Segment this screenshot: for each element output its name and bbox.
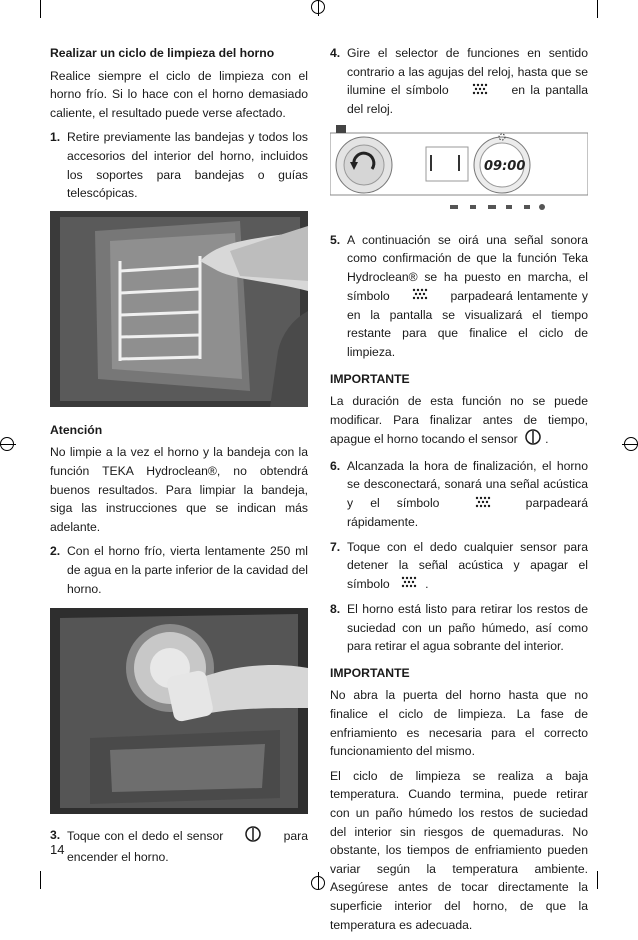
step-text-before: A continuación se oirá una señal sonora como confirmación de que la función Teka Hydroclean® se ha puesto en marcha, el símbolo	[347, 232, 588, 303]
step-text: Con el horno frío, vierta lentamente 250 ml de agua en la parte inferior de la cavidad del horno.	[67, 544, 308, 596]
step-text: El horno está listo para retirar los restos de suciedad con un paño húmedo, así como para retirar el agua sobrante del interior.	[347, 602, 588, 654]
hydroclean-icon	[475, 495, 491, 514]
step-text: Retire previamente las bandejas y todos los accesorios del interior del horno, incluidos los soportes para bandejas o guías telescópicas.	[67, 130, 308, 201]
step-number: 6.	[330, 458, 341, 473]
step-7	[330, 538, 588, 594]
step-text-after: parpadeará lentamente y en la pantalla se visualizará el tiempo restante para que finalice el ciclo de limpieza.	[347, 288, 588, 359]
step-number: 4.	[330, 46, 341, 60]
crop-mark-bottom-left	[40, 871, 41, 889]
crop-mark-right-circle	[624, 437, 638, 451]
crop-mark-top-circle	[311, 0, 325, 14]
step-text-after: parpadeará rápidamente.	[347, 496, 589, 530]
step-number: 1.	[50, 130, 61, 145]
hydroclean-icon	[401, 575, 417, 594]
step-number: 3.	[50, 828, 61, 843]
power-sensor-icon	[525, 429, 541, 451]
clock-display-time: 09:00	[484, 158, 526, 174]
pour-water-photo	[50, 608, 308, 814]
attention-paragraph: No limpie a la vez el horno y la bandeja con la función TEKA Hydroclean®, no obtendrá buenos resultados. Para limpiar la bandeja, siga las instrucciones que se indican más adelante.	[50, 445, 308, 534]
important-paragraph-3: El ciclo de limpieza se realiza a baja temperatura. Cuando termina, puede retirar con un paño húmedo los restos de suciedad del interior sin riesgos de quemaduras. No obstante, los tiempos de enfriamiento pueden variar según la temperatura ambiente. Asegúrese antes de tocar directamente la superficie interior del horno, de que la temperatura es adecuada.	[330, 768, 588, 932]
crop-mark-bottom-circle	[311, 876, 325, 890]
important-heading-1: IMPORTANTE	[330, 371, 410, 386]
step-number: 5.	[330, 232, 341, 247]
important-text-after: .	[545, 432, 549, 447]
step-8	[330, 600, 588, 656]
step-3	[50, 826, 308, 866]
hydroclean-icon	[472, 82, 488, 101]
step-number: 8.	[330, 602, 341, 616]
step-2	[50, 542, 308, 598]
important-paragraph-2: No abra la puerta del horno hasta que no finalice el ciclo de limpieza. La fase de enfriamiento es necesaria para el correcto funcionamiento del mismo.	[330, 688, 588, 759]
step-6	[330, 457, 588, 532]
crop-mark-top-left	[40, 0, 41, 18]
important-paragraph-1	[330, 392, 588, 451]
power-sensor-icon	[245, 826, 261, 848]
crop-mark-left-circle	[0, 437, 14, 451]
right-column	[330, 44, 588, 940]
step-1	[50, 128, 308, 202]
attention-heading: Atención	[50, 422, 103, 437]
section-heading: Realizar un ciclo de limpieza del horno	[50, 46, 275, 60]
step-text-before: Gire el selector de funciones en sentido contrario a las agujas del reloj, hasta que se ilumine el símbolo	[347, 46, 588, 98]
crop-mark-bottom-right	[597, 871, 598, 889]
step-4	[330, 44, 588, 119]
step-text-after: para encender el horno.	[67, 829, 308, 864]
step-text-before: Toque con el dedo el sensor	[67, 829, 224, 844]
step-number: 2.	[50, 544, 61, 559]
step-text-after: .	[425, 576, 429, 591]
left-column	[50, 44, 308, 872]
control-panel-diagram	[330, 125, 588, 217]
step-text-after: en la pantalla del reloj.	[347, 83, 588, 117]
intro-paragraph: Realice siempre el ciclo de limpieza con el horno frío. Si lo hace con el horno demasiado caliente, el resultado puede verse afectado.	[50, 68, 308, 120]
crop-mark-top-right	[597, 0, 598, 18]
step-text-before: Toque con el dedo cualquier sensor para detener la señal acústica y apagar el símbolo	[347, 539, 588, 591]
page-number: 14	[50, 842, 65, 857]
step-5	[330, 231, 588, 362]
step-number: 7.	[330, 539, 341, 554]
important-heading-2: IMPORTANTE	[330, 665, 410, 680]
hydroclean-icon	[412, 287, 428, 306]
oven-racks-photo	[50, 211, 308, 407]
step-text-before: Alcanzada la hora de finalización, el horno se desconectará, sonará una señal acústica y el símbolo	[347, 458, 588, 511]
important-text-before: La duración de esta función no se puede modificar. Para finalizar antes de tiempo, apague el horno tocando el sensor	[330, 394, 588, 447]
